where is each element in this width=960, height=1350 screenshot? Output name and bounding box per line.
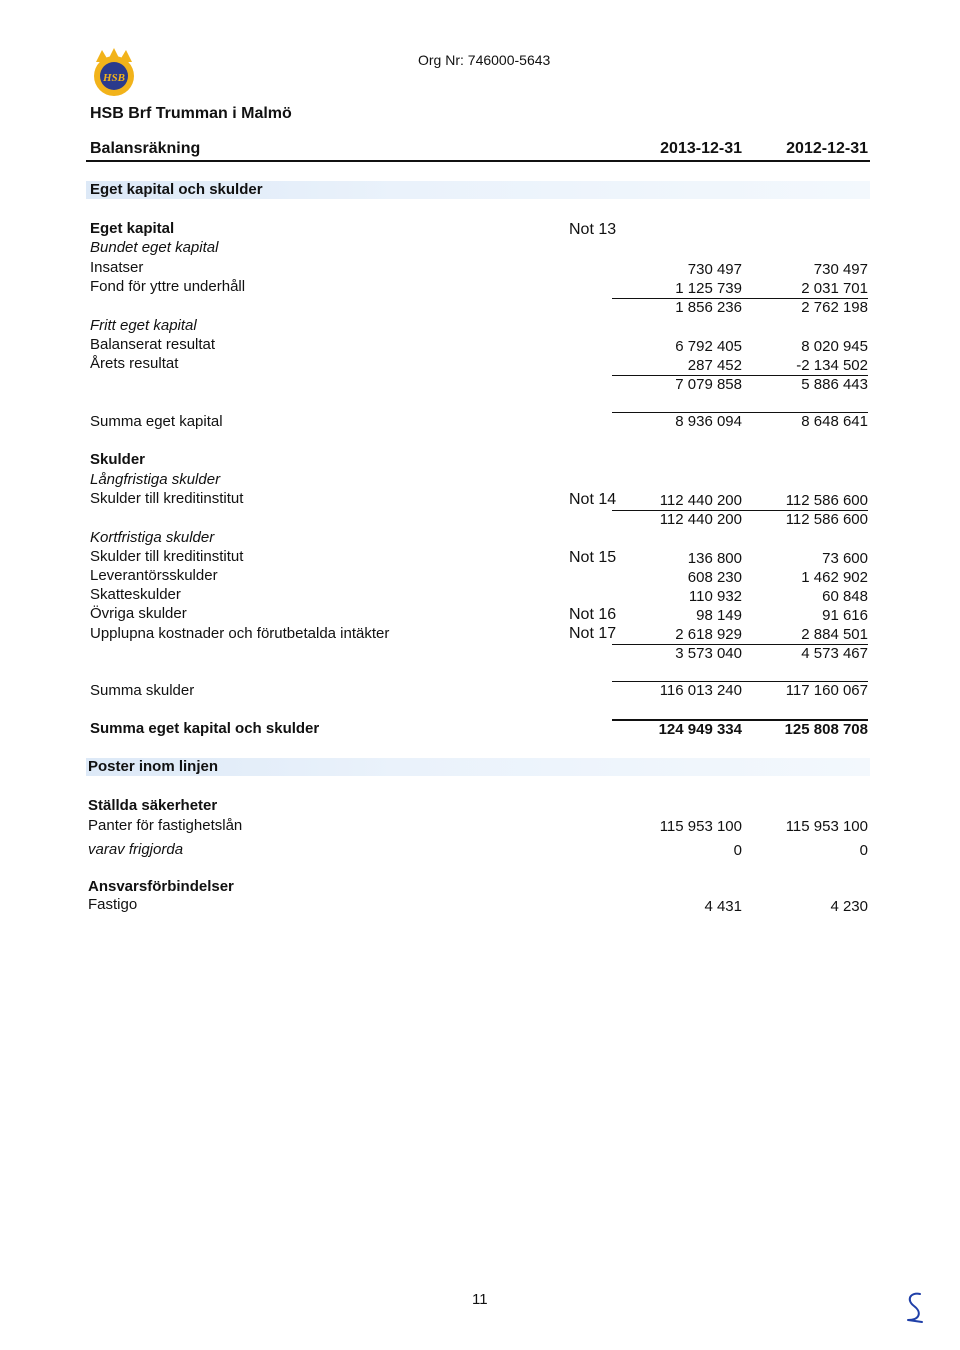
value-summa-eget-kapital-2013: 8 936 094 bbox=[612, 412, 742, 431]
row-label-panter: Panter för fastighetslån bbox=[88, 817, 243, 834]
value-fastigo-2013: 4 431 bbox=[704, 898, 742, 915]
value-fastigo-2012: 4 230 bbox=[830, 898, 868, 915]
value-long-credit-2013: 112 440 200 bbox=[612, 492, 742, 511]
value-balanserat-2012: 8 020 945 bbox=[801, 338, 868, 355]
hsb-logo bbox=[86, 44, 142, 100]
row-label-summa-eget-kapital: Summa eget kapital bbox=[90, 413, 223, 430]
value-other-2013: 98 149 bbox=[696, 607, 742, 624]
value-short-credit-2013: 136 800 bbox=[687, 550, 742, 567]
column-header-2012: 2012-12-31 bbox=[786, 140, 868, 157]
securities-heading: Ställda säkerheter bbox=[88, 797, 218, 814]
section-title-poster: Poster inom linjen bbox=[88, 758, 219, 775]
equity-note: Not 13 bbox=[569, 221, 617, 238]
value-suppliers-2012: 1 462 902 bbox=[801, 569, 868, 586]
note-short-credit: Not 15 bbox=[569, 549, 617, 566]
short-term-heading: Kortfristiga skulder bbox=[90, 529, 215, 546]
row-label-long-credit: Skulder till kreditinstitut bbox=[90, 490, 244, 507]
liabilities-heading: Skulder bbox=[90, 451, 146, 468]
value-short-sum-2012: 4 573 467 bbox=[801, 645, 868, 662]
org-number: Org Nr: 746000-5643 bbox=[418, 52, 551, 68]
value-insatser-2012: 730 497 bbox=[813, 261, 868, 278]
value-summa-skulder-2013: 116 013 240 bbox=[612, 681, 742, 700]
value-long-sum-2012: 112 586 600 bbox=[785, 511, 868, 528]
value-grand-total-2013: 124 949 334 bbox=[612, 719, 742, 739]
value-panter-2012: 115 953 100 bbox=[785, 818, 868, 835]
row-label-fond: Fond för yttre underhåll bbox=[90, 278, 246, 295]
value-long-credit-2012: 112 586 600 bbox=[738, 492, 868, 511]
value-fond-2013: 1 125 739 bbox=[612, 280, 742, 299]
value-bound-sum-2013: 1 856 236 bbox=[675, 299, 742, 316]
page-number: 11 bbox=[472, 1291, 488, 1308]
value-tax-2012: 60 848 bbox=[822, 588, 868, 605]
contingent-heading: Ansvarsförbindelser bbox=[88, 878, 234, 895]
statement-title: Balansräkning bbox=[90, 140, 201, 157]
value-tax-2013: 110 932 bbox=[688, 588, 742, 605]
value-accrued-2013: 2 618 929 bbox=[612, 626, 742, 645]
row-label-arets: Årets resultat bbox=[90, 355, 179, 372]
bound-equity-heading: Bundet eget kapital bbox=[90, 239, 219, 256]
value-bound-sum-2012: 2 762 198 bbox=[801, 299, 868, 316]
value-fond-2012: 2 031 701 bbox=[738, 280, 868, 299]
value-accrued-2012: 2 884 501 bbox=[738, 626, 868, 645]
value-arets-2012: -2 134 502 bbox=[738, 357, 868, 376]
row-label-other: Övriga skulder bbox=[90, 605, 187, 622]
header-rule bbox=[86, 160, 870, 162]
row-label-balanserat: Balanserat resultat bbox=[90, 336, 216, 353]
equity-heading: Eget kapital bbox=[90, 220, 175, 237]
note-accrued: Not 17 bbox=[569, 625, 617, 642]
free-equity-heading: Fritt eget kapital bbox=[90, 317, 197, 334]
value-arets-2013: 287 452 bbox=[612, 357, 742, 376]
value-panter-2013: 115 953 100 bbox=[659, 818, 742, 835]
svg-text:HSB: HSB bbox=[102, 72, 126, 84]
section-title-equity-liabilities: Eget kapital och skulder bbox=[90, 181, 263, 198]
value-free-sum-2012: 5 886 443 bbox=[801, 376, 868, 393]
signature-initial bbox=[900, 1288, 930, 1328]
row-label-summa-skulder: Summa skulder bbox=[90, 682, 195, 699]
row-label-fastigo: Fastigo bbox=[88, 896, 138, 913]
value-summa-skulder-2012: 117 160 067 bbox=[738, 681, 868, 700]
value-free-sum-2013: 7 079 858 bbox=[675, 376, 742, 393]
row-label-suppliers: Leverantörsskulder bbox=[90, 567, 218, 584]
value-varav-2013: 0 bbox=[733, 842, 742, 859]
row-label-varav: varav frigjorda bbox=[88, 841, 184, 858]
value-summa-eget-kapital-2012: 8 648 641 bbox=[738, 412, 868, 431]
value-insatser-2013: 730 497 bbox=[687, 261, 742, 278]
row-label-accrued: Upplupna kostnader och förutbetalda intäkter bbox=[90, 625, 390, 642]
association-name: HSB Brf Trumman i Malmö bbox=[90, 105, 292, 122]
row-label-short-credit: Skulder till kreditinstitut bbox=[90, 548, 244, 565]
value-other-2012: 91 616 bbox=[822, 607, 868, 624]
note-long-credit: Not 14 bbox=[569, 491, 617, 508]
value-suppliers-2013: 608 230 bbox=[687, 569, 742, 586]
row-label-grand-total: Summa eget kapital och skulder bbox=[90, 720, 320, 737]
row-label-tax: Skatteskulder bbox=[90, 586, 181, 603]
long-term-heading: Långfristiga skulder bbox=[90, 471, 221, 488]
value-balanserat-2013: 6 792 405 bbox=[675, 338, 742, 355]
value-varav-2012: 0 bbox=[859, 842, 868, 859]
value-grand-total-2012: 125 808 708 bbox=[738, 719, 868, 739]
value-long-sum-2013: 112 440 200 bbox=[659, 511, 742, 528]
value-short-sum-2013: 3 573 040 bbox=[675, 645, 742, 662]
column-header-2013: 2013-12-31 bbox=[660, 140, 742, 157]
note-other: Not 16 bbox=[569, 606, 617, 623]
row-label-insatser: Insatser bbox=[90, 259, 144, 276]
value-short-credit-2012: 73 600 bbox=[822, 550, 868, 567]
